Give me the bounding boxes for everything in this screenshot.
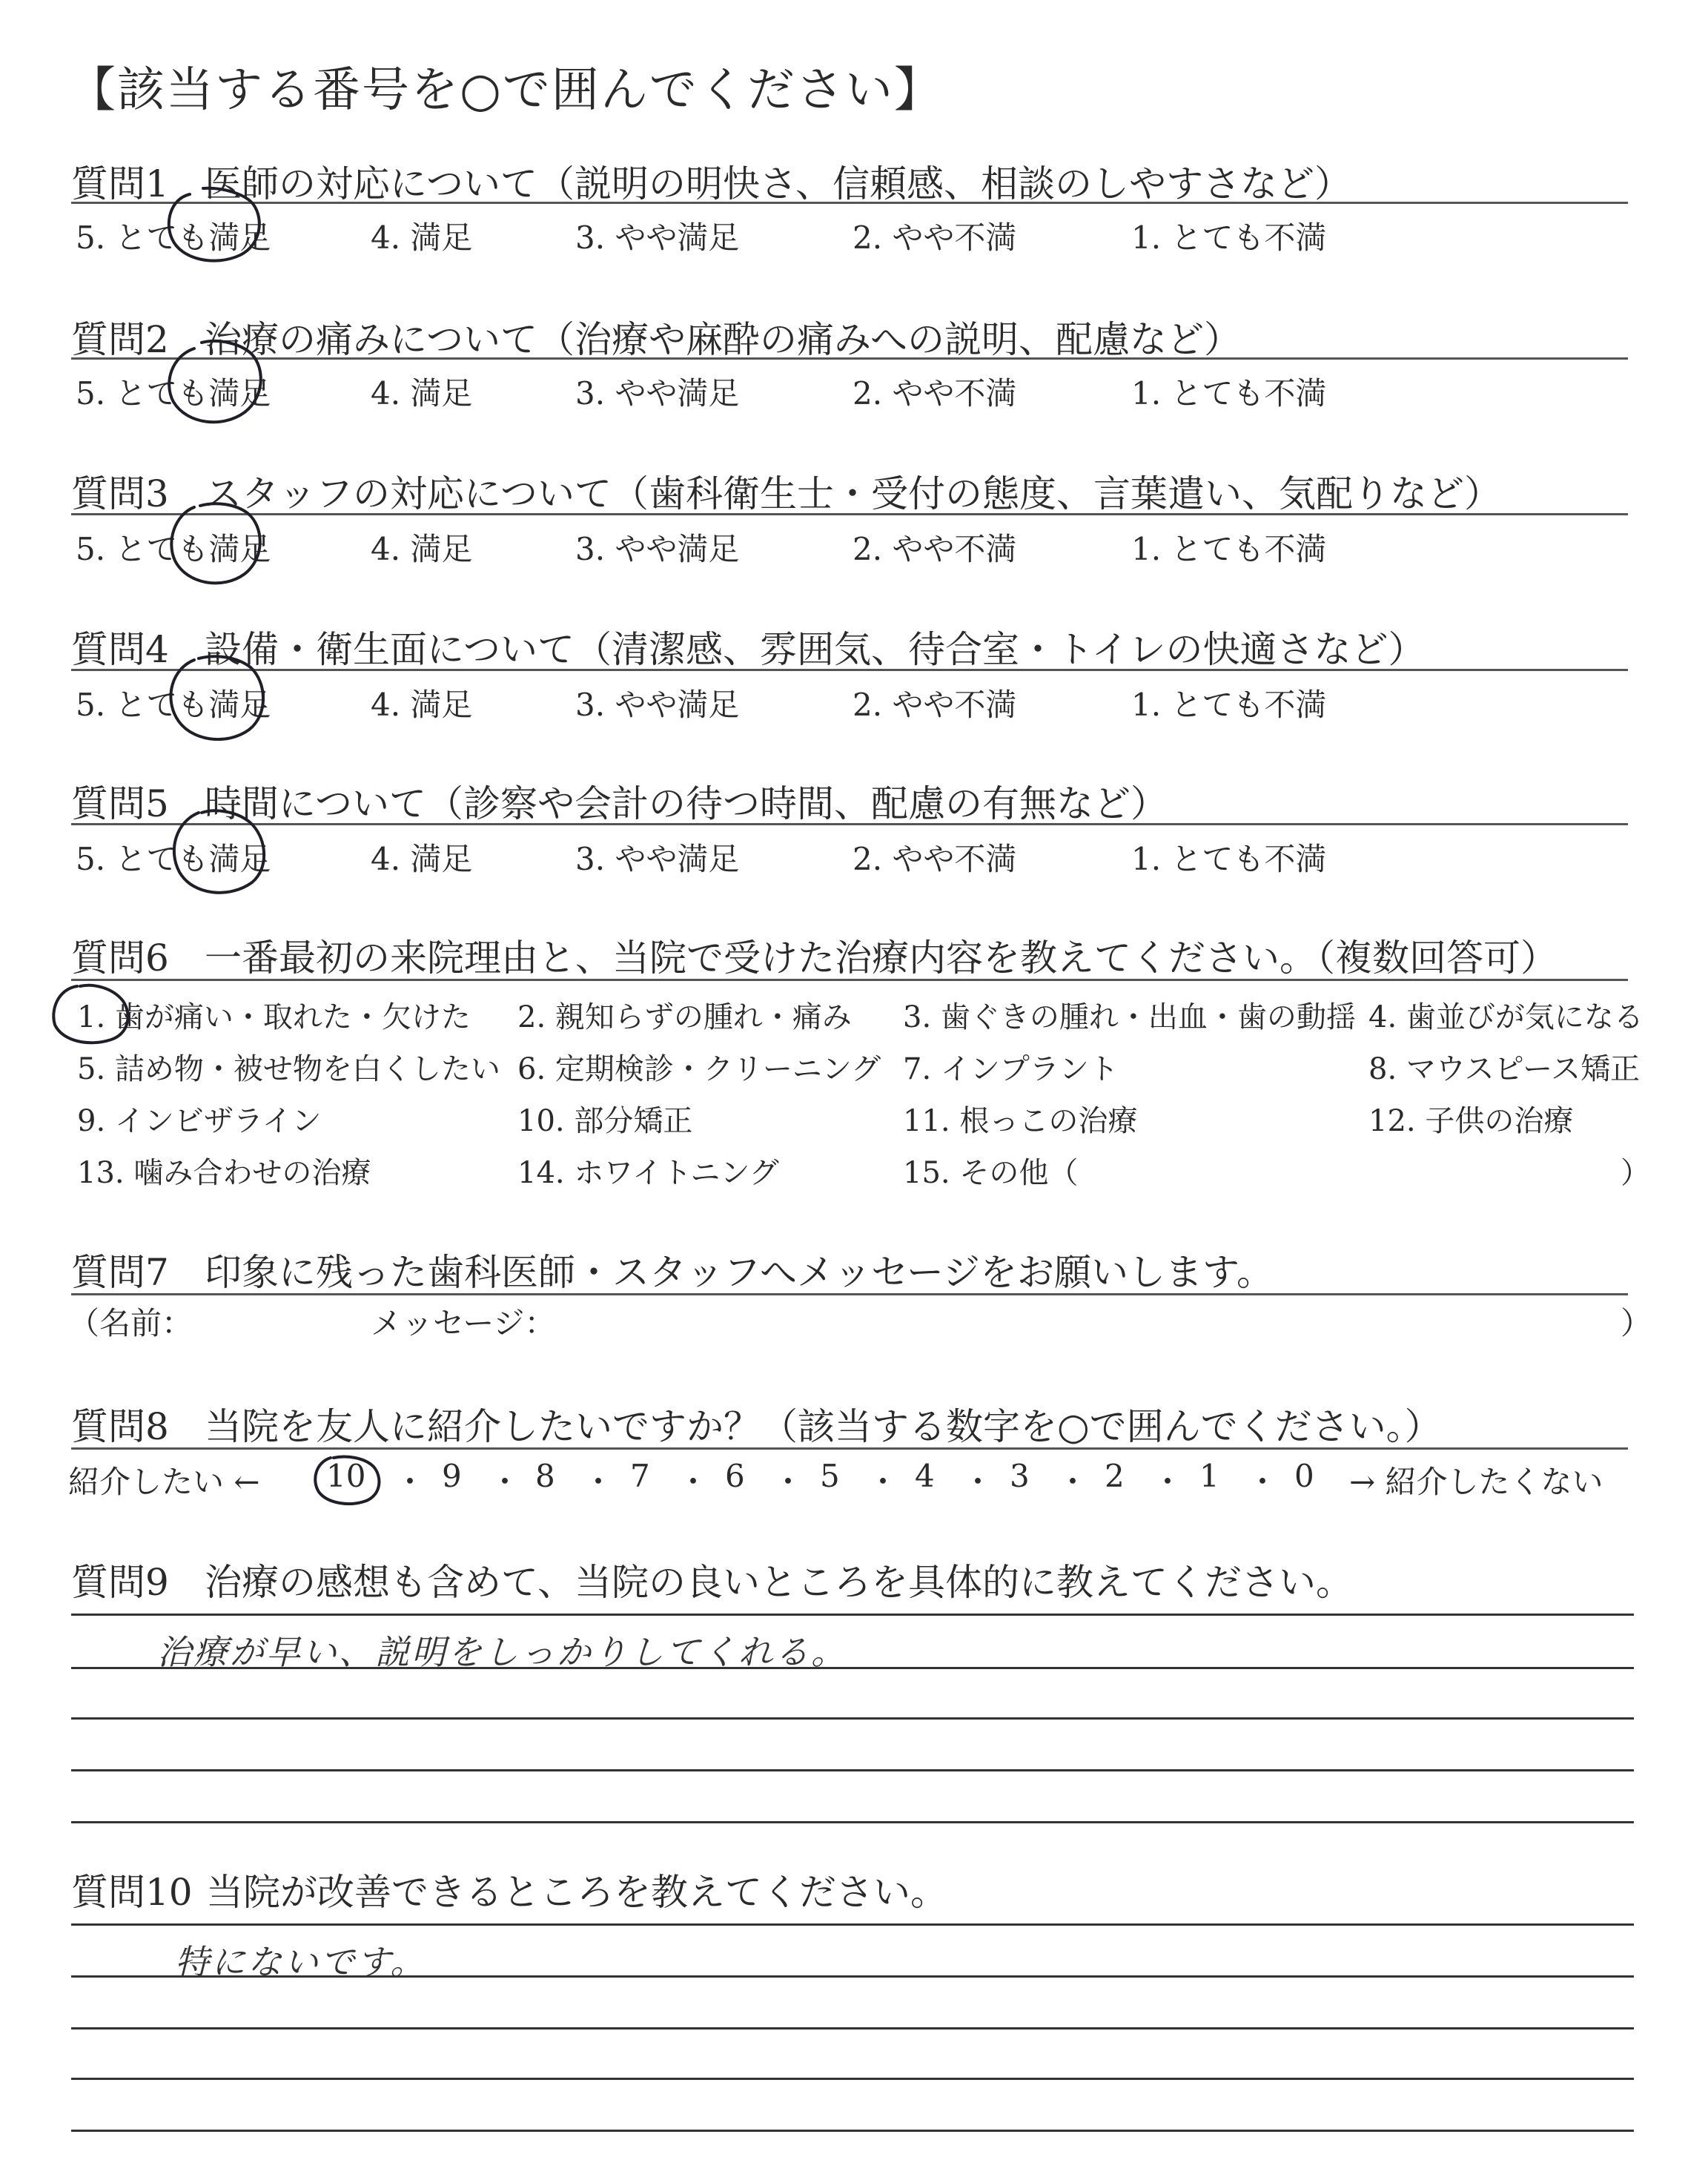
option-3[interactable]: 3. やや満足 — [575, 531, 740, 567]
handwritten-answer[interactable]: 特にないです。 — [175, 1942, 427, 1982]
scale-5[interactable]: 5 — [820, 1458, 840, 1494]
answer-line — [71, 1614, 1634, 1616]
scale-separator: ・ — [678, 1464, 709, 1500]
answer-line — [71, 1923, 1634, 1926]
scale-10[interactable]: 10 — [326, 1458, 366, 1494]
option-2[interactable]: 2. やや不満 — [853, 687, 1017, 723]
scale-2[interactable]: 2 — [1105, 1458, 1125, 1494]
question-text: 医師の対応について（説明の明快さ、信頼感、相談のしやすさなど） — [205, 162, 1351, 205]
option-1[interactable]: 1. とても不満 — [1131, 375, 1327, 412]
option-3[interactable]: 3. やや満足 — [575, 841, 740, 877]
option-3[interactable]: 3. やや満足 — [575, 375, 740, 412]
question-label: 質問6 — [71, 937, 169, 980]
reason-option[interactable]: 8. マウスピース矯正 — [1368, 1052, 1641, 1086]
reason-option[interactable]: 5. 詰め物・被せ物を白くしたい — [77, 1052, 500, 1086]
scale-left-label: 紹介したい ← — [68, 1464, 260, 1500]
scale-separator: ・ — [867, 1464, 899, 1500]
question-text: 設備・衛生面について（清潔感、雰囲気、待合室・トイレの快適さなど） — [205, 628, 1426, 671]
answer-line — [71, 1717, 1634, 1720]
option-1[interactable]: 1. とても不満 — [1131, 219, 1327, 256]
option-4[interactable]: 4. 満足 — [371, 375, 473, 412]
scale-9[interactable]: 9 — [442, 1458, 462, 1494]
question-text: 一番最初の来院理由と、当院で受けた治療内容を教えてください。（複数回答可） — [205, 937, 1558, 980]
question-label: 質問8 — [71, 1405, 169, 1448]
option-4[interactable]: 4. 満足 — [371, 219, 473, 256]
reason-option[interactable]: 7. インプラント — [903, 1052, 1119, 1086]
reason-option[interactable]: 6. 定期検診・クリーニング — [517, 1052, 881, 1086]
reason-option[interactable]: 4. 歯並びが気になる — [1368, 1000, 1644, 1034]
scale-separator: ・ — [394, 1464, 426, 1500]
option-1[interactable]: 1. とても不満 — [1131, 841, 1327, 877]
handwritten-answer[interactable]: 治療が早い、説明をしっかりしてくれる。 — [157, 1632, 847, 1672]
reason-option[interactable]: 9. インビザライン — [77, 1104, 322, 1138]
scale-separator: ・ — [1247, 1464, 1279, 1500]
question-divider — [71, 1293, 1628, 1295]
message-label: メッセージ： — [371, 1305, 556, 1341]
question-divider — [71, 202, 1628, 204]
question-text: 治療の感想も含めて、当院の良いところを具体的に教えてください。 — [205, 1561, 1353, 1604]
scale-0[interactable]: 0 — [1294, 1458, 1314, 1494]
reason-option[interactable]: 12. 子供の治療 — [1368, 1104, 1574, 1138]
name-label: （名前： — [68, 1305, 193, 1341]
scale-separator: ・ — [583, 1464, 615, 1500]
option-5[interactable]: 5. とても満足 — [76, 841, 271, 877]
reason-option[interactable]: 10. 部分矯正 — [517, 1104, 693, 1138]
question-text: 治療の痛みについて（治療や麻酔の痛みへの説明、配慮など） — [205, 318, 1241, 361]
option-2[interactable]: 2. やや不満 — [853, 219, 1017, 256]
option-2[interactable]: 2. やや不満 — [853, 531, 1017, 567]
close-paren: ） — [1621, 1305, 1652, 1341]
question-text: スタッフの対応について（歯科衛生士・受付の態度、言葉遣い、気配りなど） — [205, 472, 1501, 515]
reason-option[interactable]: 13. 噛み合わせの治療 — [77, 1156, 371, 1190]
reason-option[interactable]: 2. 親知らずの腫れ・痛み — [517, 1000, 852, 1034]
scale-right-label: → 紹介したくない — [1349, 1464, 1603, 1500]
option-4[interactable]: 4. 満足 — [371, 531, 473, 567]
scale-3[interactable]: 3 — [1010, 1458, 1030, 1494]
question-divider — [71, 357, 1628, 360]
question-label: 質問7 — [71, 1251, 169, 1294]
scale-separator: ・ — [489, 1464, 521, 1500]
question-text: 当院を友人に紹介したいですか？（該当する数字を○で囲んでください。） — [205, 1405, 1442, 1448]
answer-line — [71, 2027, 1634, 2029]
option-4[interactable]: 4. 満足 — [371, 841, 473, 877]
question-divider — [71, 823, 1628, 825]
option-2[interactable]: 2. やや不満 — [853, 841, 1017, 877]
scale-separator: ・ — [1152, 1464, 1184, 1500]
question-label: 質問9 — [71, 1561, 169, 1604]
question-label: 質問5 — [71, 782, 169, 825]
option-5[interactable]: 5. とても満足 — [76, 219, 271, 256]
question-text: 印象に残った歯科医師・スタッフへメッセージをお願いします。 — [205, 1251, 1274, 1294]
question-text: 当院が改善できるところを教えてください。 — [206, 1871, 947, 1914]
scale-7[interactable]: 7 — [630, 1458, 650, 1494]
question-label: 質問2 — [71, 318, 169, 361]
scale-separator: ・ — [772, 1464, 804, 1500]
option-5[interactable]: 5. とても満足 — [76, 687, 271, 723]
answer-line — [71, 1821, 1634, 1823]
scale-6[interactable]: 6 — [725, 1458, 745, 1494]
scale-1[interactable]: 1 — [1199, 1458, 1219, 1494]
reason-option[interactable]: 11. 根っこの治療 — [903, 1104, 1138, 1138]
reason-option[interactable]: 1. 歯が痛い・取れた・欠けた — [77, 1000, 471, 1034]
reason-option[interactable]: 14. ホワイトニング — [517, 1156, 779, 1190]
question-label: 質問4 — [71, 628, 169, 671]
close-paren: ） — [1621, 1156, 1650, 1190]
question-label: 質問3 — [71, 472, 169, 515]
question-divider — [71, 669, 1628, 671]
option-3[interactable]: 3. やや満足 — [575, 687, 740, 723]
question-divider — [71, 513, 1628, 515]
option-1[interactable]: 1. とても不満 — [1131, 687, 1327, 723]
scale-4[interactable]: 4 — [915, 1458, 935, 1494]
scale-separator: ・ — [962, 1464, 994, 1500]
option-1[interactable]: 1. とても不満 — [1131, 531, 1327, 567]
question-divider — [71, 979, 1628, 981]
page-title: 【該当する番号を○で囲んでください】 — [68, 63, 943, 118]
option-2[interactable]: 2. やや不満 — [853, 375, 1017, 412]
answer-line — [71, 2130, 1634, 2132]
scale-8[interactable]: 8 — [535, 1458, 555, 1494]
answer-line — [71, 2078, 1634, 2080]
option-4[interactable]: 4. 満足 — [371, 687, 473, 723]
question-label: 質問10 — [71, 1871, 193, 1914]
question-divider — [71, 1447, 1628, 1450]
option-3[interactable]: 3. やや満足 — [575, 219, 740, 256]
question-label: 質問1 — [71, 162, 169, 205]
option-5[interactable]: 5. とても満足 — [76, 531, 271, 567]
reason-option[interactable]: 3. 歯ぐきの腫れ・出血・歯の動揺 — [903, 1000, 1356, 1034]
answer-line — [71, 1769, 1634, 1771]
reason-option[interactable]: 15. その他（ — [903, 1156, 1079, 1190]
option-5[interactable]: 5. とても満足 — [76, 375, 271, 412]
question-text: 時間について（診察や会計の待つ時間、配慮の有無など） — [205, 782, 1168, 825]
scale-separator: ・ — [1057, 1464, 1089, 1500]
